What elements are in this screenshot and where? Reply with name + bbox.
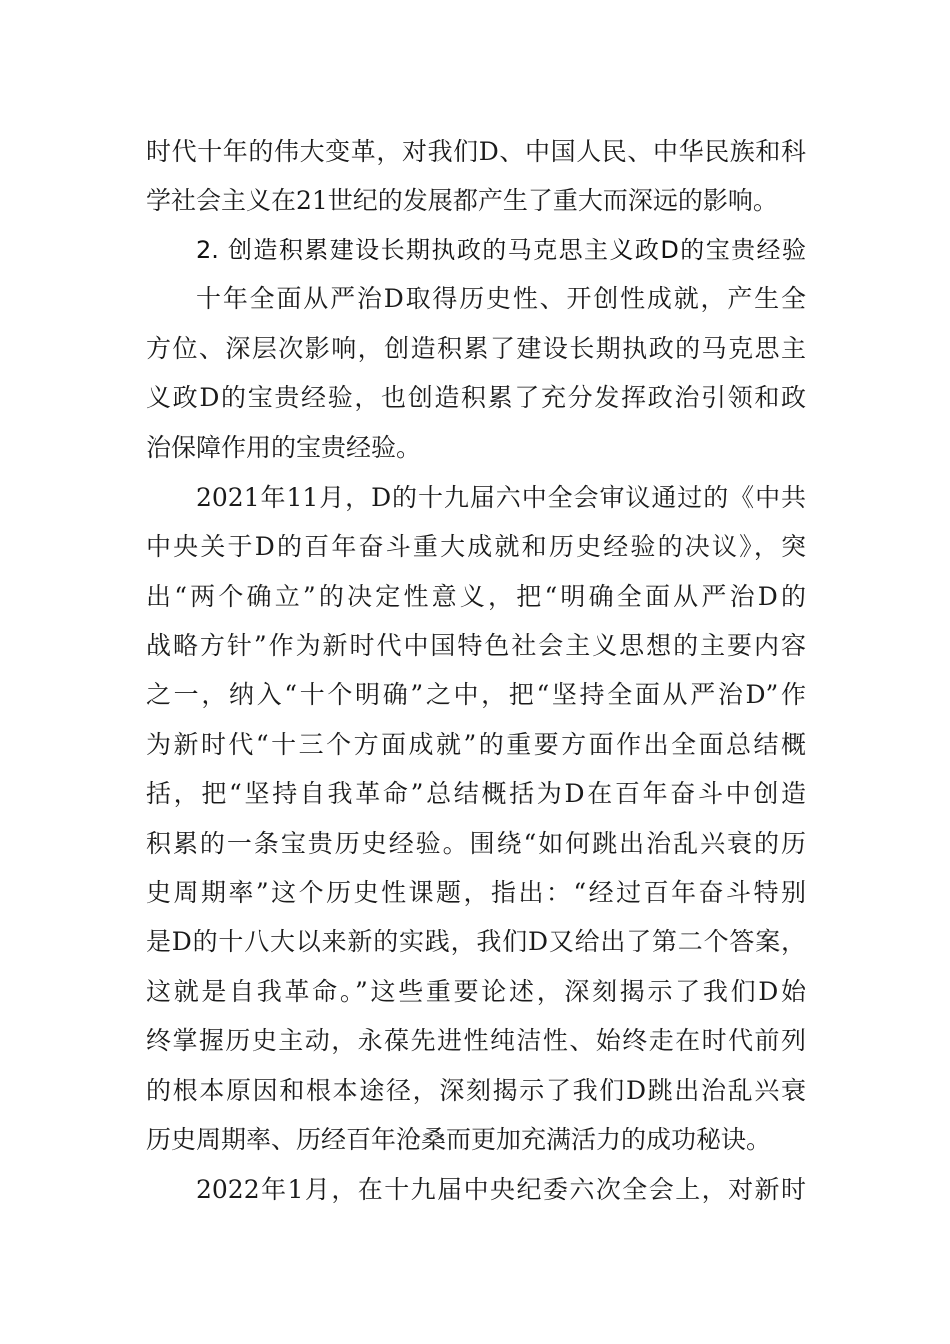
text-line: 战略方针”作为新时代中国特色社会主义思想的主要内容: [146, 631, 806, 660]
text-line: 终掌握历史主动，永葆先进性纯洁性、始终走在时代前列: [146, 1026, 806, 1055]
text-line: 积累的一条宝贵历史经验。围绕“如何跳出治乱兴衰的历: [146, 829, 806, 858]
text-line: 2022年1月，在十九届中央纪委六次全会上，对新时: [196, 1175, 806, 1204]
text-line: 义政D的宝贵经验，也创造积累了充分发挥政治引领和政: [146, 383, 806, 412]
text-line: 之一，纳入“十个明确”之中，把“坚持全面从严治D”作: [146, 680, 806, 709]
text-line: 的根本原因和根本途径，深刻揭示了我们D跳出治乱兴衰: [146, 1076, 806, 1105]
text-line: 中央关于D的百年奋斗重大成就和历史经验的决议》，突: [146, 532, 806, 561]
text-line: 史周期率”这个历史性课题，指出：“经过百年奋斗特别: [146, 878, 806, 907]
text-line: 历史周期率、历经百年沧桑而更加充满活力的成功秘诀。: [146, 1125, 772, 1154]
section-heading: 2. 创造积累建设长期执政的马克思主义政D的宝贵经验: [196, 236, 806, 264]
text-line: 为新时代“十三个方面成就”的重要方面作出全面总结概: [146, 730, 806, 759]
text-line: 时代十年的伟大变革，对我们D、中国人民、中华民族和科: [146, 137, 806, 166]
text-line: 括，把“坚持自我革命”总结概括为D在百年奋斗中创造: [146, 779, 806, 808]
text-line: 十年全面从严治D取得历史性、开创性成就，产生全: [196, 284, 806, 313]
text-line: 是D的十八大以来新的实践，我们D又给出了第二个答案，: [146, 927, 806, 956]
text-line: 这就是自我革命。”这些重要论述，深刻揭示了我们D始: [146, 977, 806, 1006]
text-line: 2021年11月，D的十九届六中全会审议通过的《中共: [196, 483, 806, 512]
text-line: 方位、深层次影响，创造积累了建设长期执政的马克思主: [146, 334, 806, 363]
text-line: 治保障作用的宝贵经验。: [146, 433, 422, 462]
text-line: 出“两个确立”的决定性意义，把“明确全面从严治D的: [146, 582, 806, 611]
text-line: 学社会主义在21世纪的发展都产生了重大而深远的影响。: [146, 186, 778, 215]
